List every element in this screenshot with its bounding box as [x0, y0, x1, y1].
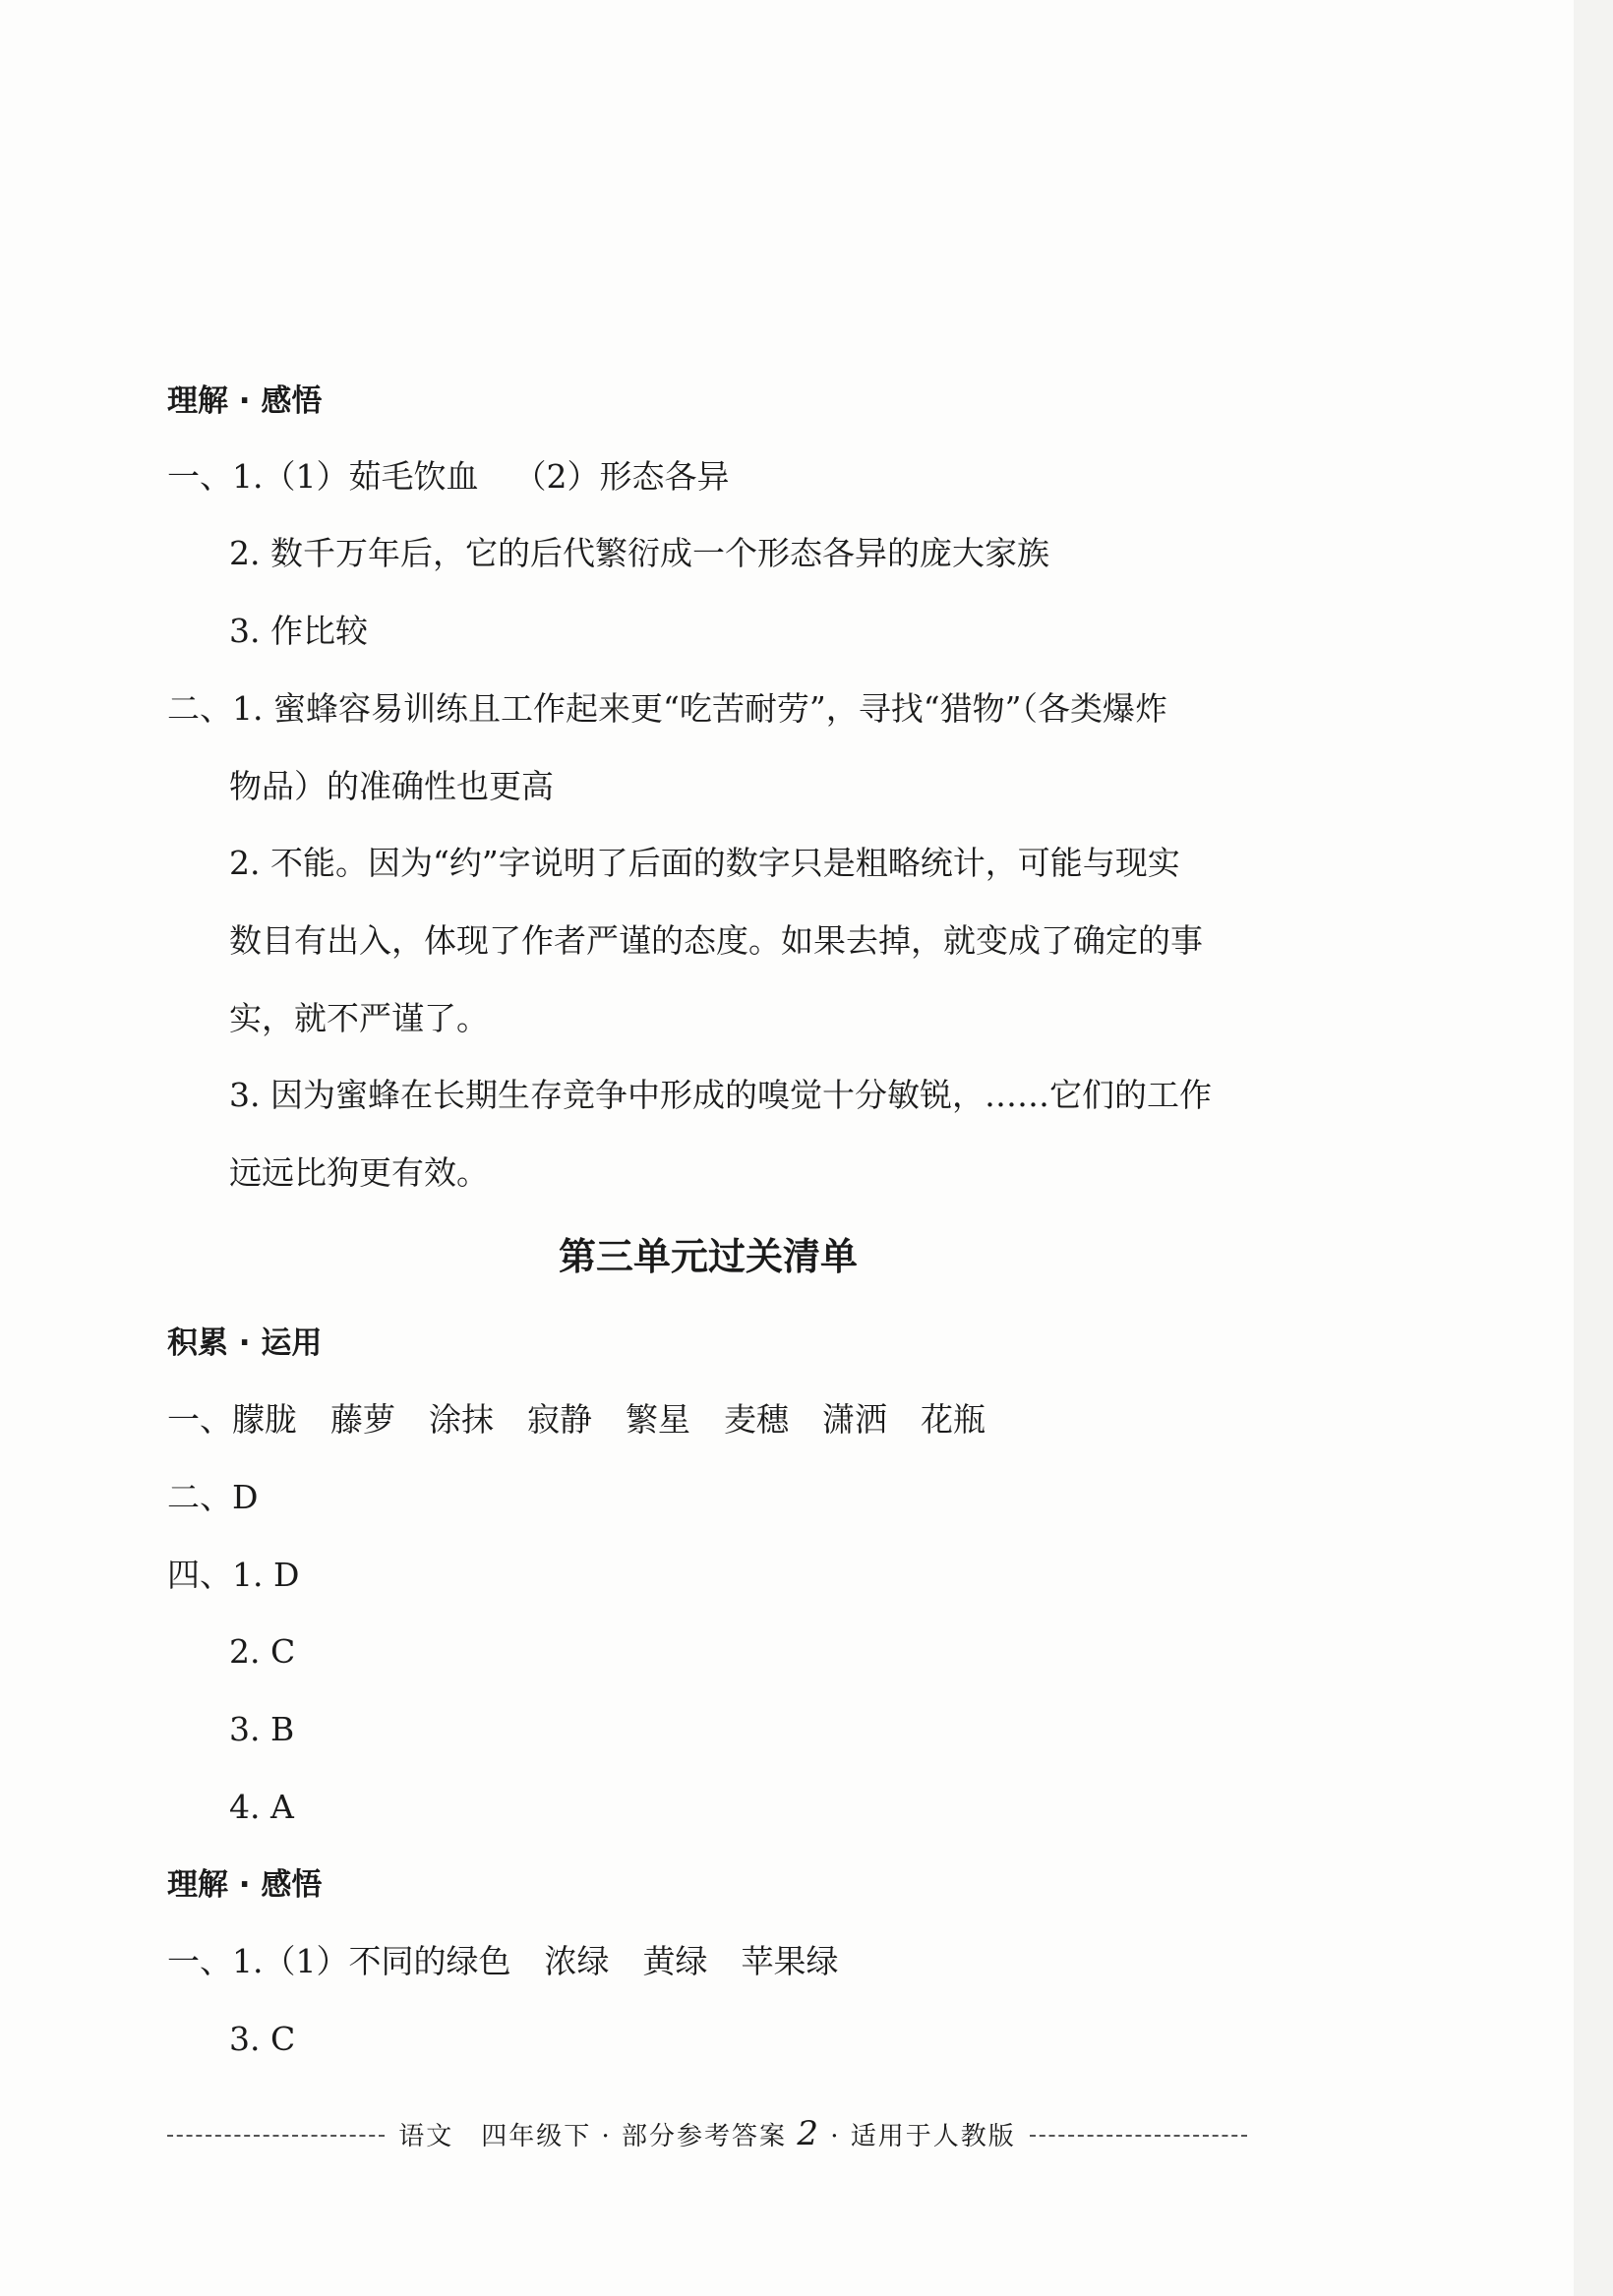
- answer-text: 蜜蜂容易训练且工作起来更“吃苦耐劳”，寻找“猎物”（各类爆炸: [273, 689, 1167, 728]
- answer-2-2-line1: 2. 不能。因为“约”字说明了后面的数字只是粗略统计，可能与现实: [229, 844, 1180, 882]
- footer-divider-right: [1030, 2135, 1247, 2137]
- word: 潇洒: [822, 1400, 887, 1439]
- answer-2-1-cont: 物品）的准确性也更高: [229, 767, 554, 805]
- footer-subject: 语文 四年级下 · 部分参考答案: [398, 2122, 788, 2151]
- answer-prefix: 四、: [167, 1556, 232, 1594]
- answer-1-1: [167, 457, 730, 497]
- answer-prefix: 二、1.: [167, 689, 264, 728]
- unit3-answer-4-3: 3. B: [229, 1710, 295, 1748]
- word: 朦胧: [232, 1400, 297, 1439]
- section-heading-understanding: 理解 · 感悟: [167, 383, 323, 419]
- answer-prefix: 一、1.: [167, 1942, 264, 1980]
- word: 黄绿: [642, 1942, 708, 1980]
- unit3-answer-4-1: [167, 1556, 299, 1595]
- answer-part-a: （1）茹毛饮血: [263, 457, 479, 496]
- word: 藤萝: [330, 1400, 395, 1439]
- answer-2-1: [167, 689, 1167, 729]
- unit3-answer-4-4: 4. A: [229, 1788, 294, 1826]
- answer-2-2-line2: 数目有出入，体现了作者严谨的态度。如果去掉，就变成了确定的事: [229, 921, 1203, 960]
- answer-2-3-line2: 远远比狗更有效。: [229, 1153, 489, 1192]
- unit3-answer-2: 二、D: [167, 1478, 259, 1516]
- footer-divider-left: [167, 2135, 385, 2137]
- answer-text: 1. D: [232, 1556, 300, 1594]
- section-heading-accumulation: 积累 · 运用: [167, 1325, 323, 1361]
- unit-title: 第三单元过关清单: [558, 1234, 858, 1278]
- word: 涂抹: [429, 1400, 494, 1439]
- word: 寂静: [527, 1400, 592, 1439]
- section-heading-understanding-2: 理解 · 感悟: [167, 1867, 323, 1903]
- word: 繁星: [626, 1400, 690, 1439]
- footer-text: [385, 2114, 1030, 2153]
- answer-part-a: （1）不同的绿色: [263, 1942, 511, 1980]
- word: 浓绿: [544, 1942, 610, 1980]
- page-number: 2: [797, 2114, 820, 2153]
- answer-prefix: 一、1.: [167, 457, 264, 496]
- word: 花瓶: [921, 1400, 986, 1439]
- answer-2-2-line3: 实，就不严谨了。: [229, 999, 489, 1037]
- page-footer: [167, 2114, 1247, 2153]
- footer-edition: · 适用于人教版: [830, 2122, 1016, 2151]
- answer-1-3: 3. 作比较: [229, 612, 368, 650]
- unit3-answer-1: [167, 1400, 986, 1440]
- word: 麦穗: [724, 1400, 789, 1439]
- answer-part-b: （2）形态各异: [513, 457, 730, 496]
- unit3-answer-4-2: 2. C: [229, 1632, 296, 1671]
- unit3-reading-1-3: 3. C: [229, 2020, 296, 2058]
- answer-1-2: 2. 数千万年后，它的后代繁衍成一个形态各异的庞大家族: [229, 534, 1049, 572]
- answer-prefix: 一、: [167, 1400, 232, 1439]
- word: 苹果绿: [741, 1942, 839, 1980]
- answer-2-3-line1: 3. 因为蜜蜂在长期生存竞争中形成的嗅觉十分敏锐，……它们的工作: [229, 1076, 1212, 1114]
- unit3-reading-1-1: [167, 1942, 839, 1981]
